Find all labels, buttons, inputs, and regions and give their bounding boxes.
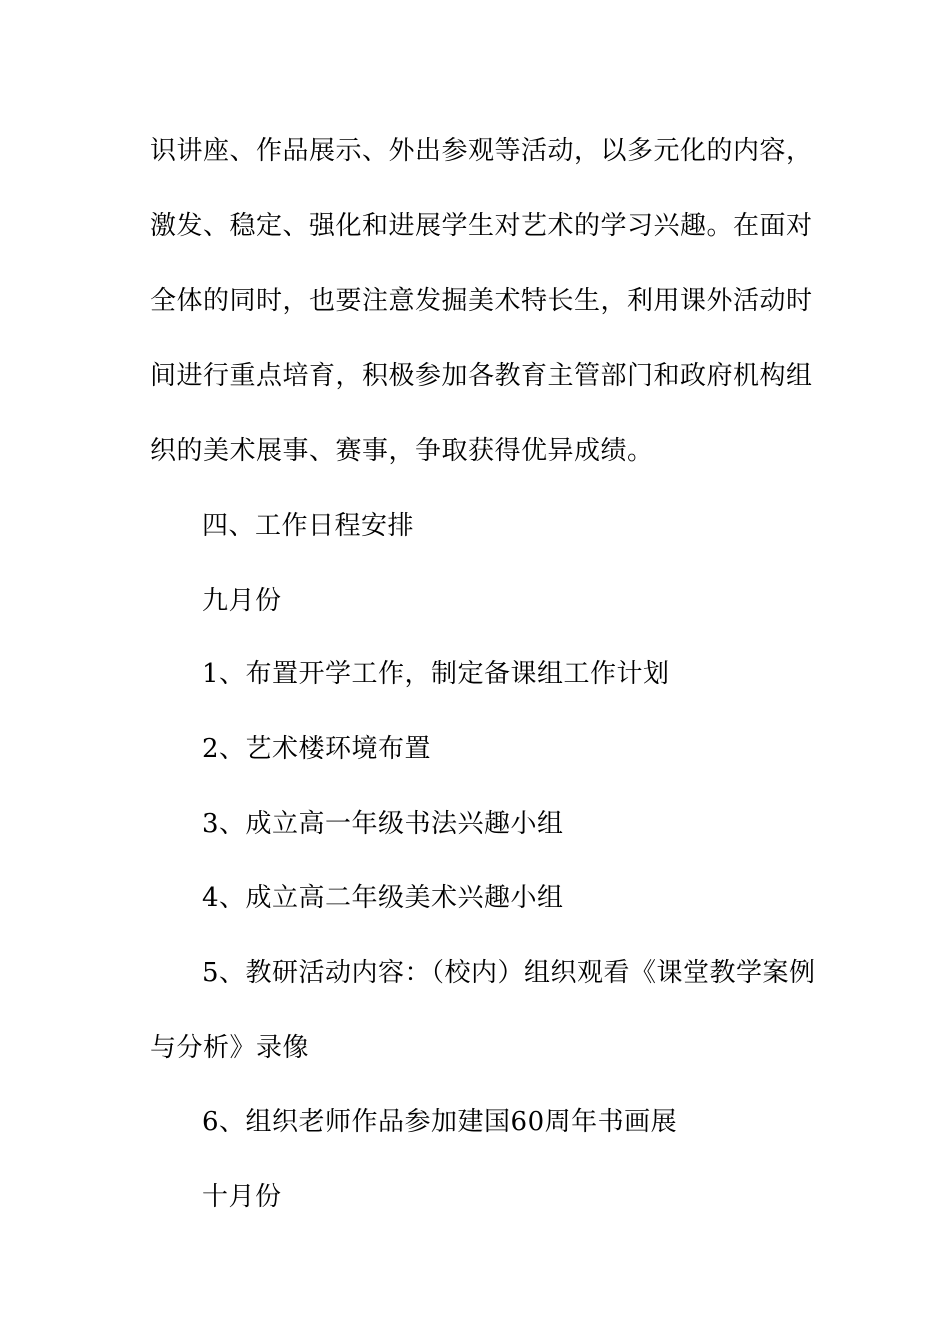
body-text-line: 识讲座、作品展示、外出参观等活动，以多元化的内容， — [150, 136, 813, 166]
section-heading: 四、工作日程安排 — [202, 511, 415, 541]
body-text-line: 全体的同时，也要注意发掘美术特长生，利用课外活动时 — [150, 286, 813, 316]
list-item: 6、组织老师作品参加建国60周年书画展 — [202, 1107, 678, 1137]
list-item: 4、成立高二年级美术兴趣小组 — [202, 883, 564, 913]
list-item: 5、教研活动内容：（校内）组织观看《课堂教学案例 — [202, 958, 816, 988]
list-item: 1、布置开学工作，制定备课组工作计划 — [202, 659, 670, 689]
list-item: 2、艺术楼环境布置 — [202, 734, 432, 764]
body-text-line: 织的美术展事、赛事，争取获得优异成绩。 — [150, 436, 654, 466]
list-item-continuation: 与分析》录像 — [150, 1033, 310, 1063]
body-text-line: 激发、稳定、强化和进展学生对艺术的学习兴趣。在面对 — [150, 211, 813, 241]
month-heading-september: 九月份 — [202, 586, 282, 616]
list-item: 3、成立高一年级书法兴趣小组 — [202, 809, 564, 839]
body-text-line: 间进行重点培育，积极参加各教育主管部门和政府机构组 — [150, 361, 813, 391]
month-heading-october: 十月份 — [202, 1182, 282, 1212]
